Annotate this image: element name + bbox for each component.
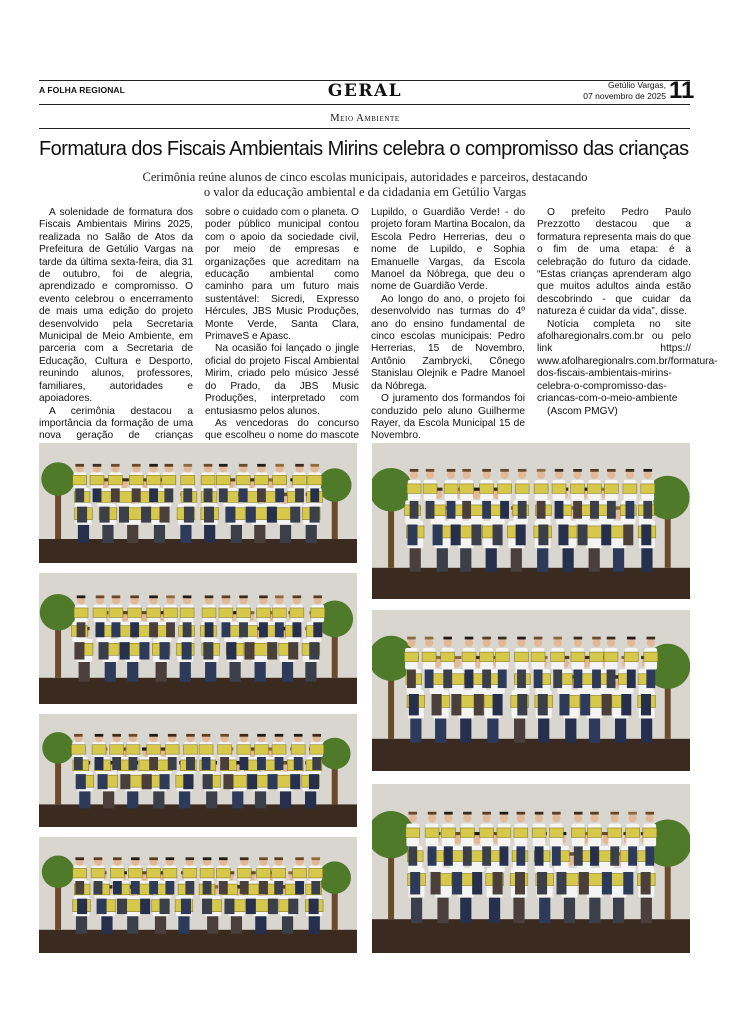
paragraph: Lupildo, o Guardião Verde! - do projeto foram Martina Bocalon, da Escola Pedro Herrerias, deu o nome de Lupildo, e Sophia Emanuelle Vargas, da Escola Manoel da Nóbrega, que deu o nome de Guardião Verde. (371, 207, 525, 293)
article-column-3 (371, 207, 525, 443)
photo-illustration (39, 443, 357, 563)
issue-info (583, 80, 666, 102)
subheadline: Cerimônia reúne alunos de cinco escolas municipais, autoridades e parceiros, destacando o valor da educação ambiental e da cidadania em Getúlio Vargas (142, 170, 588, 199)
issue-date: 07 novembro de 2025 (583, 91, 666, 101)
group-photo-1 (39, 443, 357, 563)
paragraph: A cerimônia destacou a importância da formação de uma nova geração de crianças (39, 405, 193, 442)
subsection-rule (39, 128, 690, 129)
issue-city: Getúlio Vargas, (608, 80, 666, 90)
photo-illustration (372, 784, 690, 953)
group-photo-5 (372, 443, 690, 599)
group-photo-4 (39, 837, 357, 953)
page-number: 11 (669, 77, 695, 104)
paragraph: A solenidade de formatura dos Fiscais Ambientais Mirins 2025, realizada no Salão de Atos da Prefeitura de Getúlio Vargas na tarde da última sexta-feira, dia 31 de outubro, foi de alegria, aprendizado e compromisso. O evento celebrou o encerramento de mais uma edição do projeto desenvolvido pela Secretaria Municipal de Meio Ambiente, em parceria com a Secretaria de Educação, Cultura e Desporto, reunindo alunos, professores, familiares, autoridades e apoiadores. (39, 207, 193, 405)
group-photo-2 (39, 573, 357, 704)
photo-illustration (39, 837, 357, 953)
group-photo-3 (39, 714, 357, 827)
headline: Formatura dos Fiscais Ambientais Mirins celebra o compromisso das crianças (39, 138, 689, 160)
article-column-1 (39, 207, 193, 455)
paragraph: Ao longo do ano, o projeto foi desenvolvido nas turmas do 4º ano do ensino fundamental de cinco escolas municipais: Pedro Herrerias, 15 de Novembro, Antônio Zambrycki, Cônego Stanislau Olejnik e Padre Manoel da Nóbrega. (371, 293, 525, 392)
header-bottom-rule (39, 104, 690, 105)
paragraph: O prefeito Pedro Paulo Prezzotto destacou que a formatura representa mais do que o fim de uma etapa: é a celebração do futuro da cidade. “Estas crianças aprenderam algo que muitos adultos ainda estão descobrindo - que cuidar da natureza é cuidar da vida”, disse. (537, 207, 691, 318)
photo-illustration (39, 573, 357, 704)
photo-illustration (372, 610, 690, 771)
photo-illustration (39, 714, 357, 827)
paragraph: Notícia completa no site afolharegionalrs.com.br ou pelo link https:// www.afolharegionalrs.com.br/formatura-dos-fiscais-ambientais-mirins-celebra-o-compromisso-das-criancas-com-o-meio-ambiente (537, 318, 718, 405)
group-photo-6 (372, 610, 690, 771)
paragraph: As vencedoras do concurso que escolheu o nome do mascote (205, 417, 359, 442)
paragraph: Na ocasião foi lançado o jingle oficial do projeto Fiscal Ambiental Mirim, criado pelo músico Jessé do Prado, da JBS Music Produções, interpretado com entusiasmo pelos alunos. (205, 343, 359, 417)
section-title: GERAL (327, 81, 403, 101)
article-column-2 (205, 207, 359, 455)
subsection-title: Meio Ambiente (330, 113, 400, 124)
photo-illustration (372, 443, 690, 599)
paragraph: (Ascom PMGV) (547, 405, 618, 417)
masthead: A FOLHA REGIONAL (39, 85, 125, 95)
article-column-4 (537, 207, 718, 418)
group-photo-7 (372, 784, 690, 953)
paragraph: O juramento dos formandos foi conduzido pelo aluno Guilherme Rayer, da Escola Municipal 15 de Novembro. (371, 393, 525, 442)
paragraph: sobre o cuidado com o planeta. O poder público municipal contou com o apoio da sociedade civil, por meio de empresas e organizações que acreditam na educação ambiental como caminho para um futuro mais sustentável: Sicredi, Expresso Hércules, JBS Music Produções, Monte Verde, Santa Clara, PrimaveS e Apasc. (205, 207, 359, 343)
